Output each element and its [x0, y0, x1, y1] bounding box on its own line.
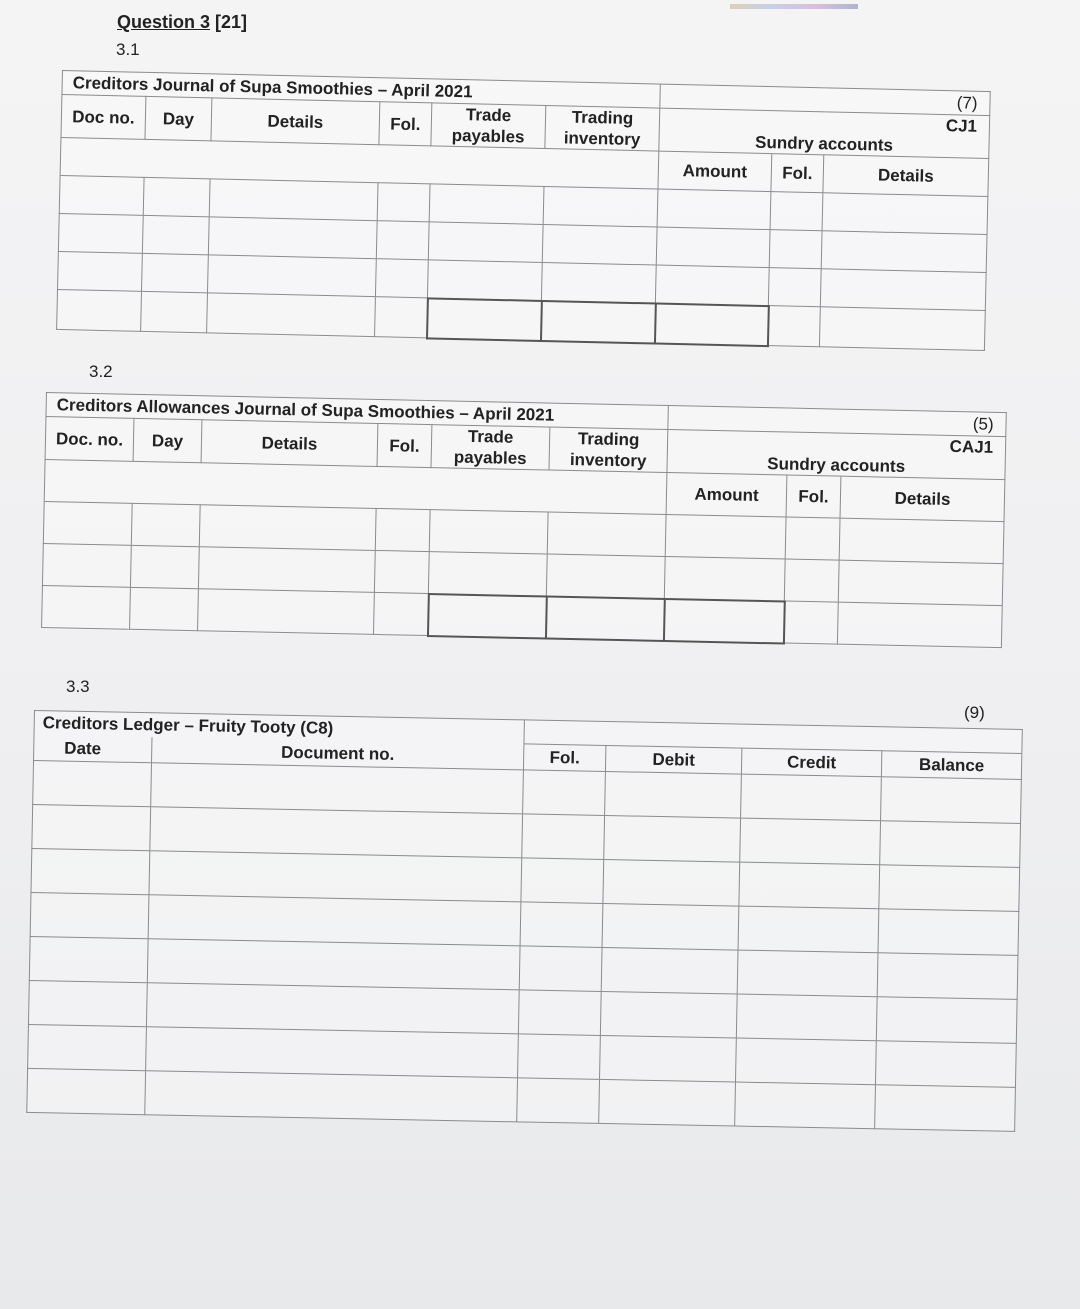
question-label: Question 3	[117, 12, 211, 32]
col-header-debit: Debit	[605, 745, 741, 774]
col-header-amount: Amount	[666, 473, 787, 518]
col-header-document-no: Document no.	[152, 737, 524, 770]
journal-title: Creditors Journal of Supa Smoothies – April 2021	[62, 71, 660, 109]
col-header-day: Day	[145, 96, 212, 140]
creditors-journal-table	[56, 70, 991, 352]
sundry-accounts-header: Sundry accounts	[659, 130, 989, 159]
col-header-sundry-details: Details	[840, 476, 1005, 521]
col-header-amount: Amount	[658, 151, 772, 192]
col-header-details: Details	[201, 420, 378, 467]
col-header-fol: Fol.	[379, 102, 432, 146]
col-header-day: Day	[133, 418, 202, 462]
col-header-doc-no: Doc. no.	[45, 417, 134, 462]
section-number-3-1: 3.1	[116, 40, 140, 59]
col-header-trading-inventory: Trading inventory	[549, 427, 668, 472]
section-number-3-3: 3.3	[66, 677, 90, 696]
question-heading	[117, 12, 247, 33]
ledger-title: Creditors Ledger – Fruity Tooty (C8)	[34, 711, 524, 744]
sundry-accounts-header: Sundry accounts	[667, 451, 1005, 480]
col-header-sundry-fol: Fol.	[786, 475, 841, 518]
col-header-trade-payables: Trade payables	[431, 103, 546, 149]
col-header-trade-payables: Trade payables	[431, 425, 550, 470]
color-strip	[730, 4, 858, 9]
col-header-fol: Fol.	[377, 423, 432, 467]
journal-ref: CJ1	[659, 108, 989, 137]
col-header-date: Date	[34, 735, 152, 763]
col-header-trading-inventory: Trading inventory	[545, 105, 660, 151]
creditors-allowances-journal-table	[41, 392, 1007, 649]
journal-marks: (7)	[660, 84, 990, 115]
col-header-details: Details	[211, 98, 380, 145]
col-header-fol: Fol.	[523, 744, 605, 772]
question-marks: [21]	[215, 12, 248, 32]
col-header-credit: Credit	[741, 748, 881, 777]
col-header-sundry-fol: Fol.	[771, 154, 824, 193]
section-number-3-2: 3.2	[89, 362, 113, 381]
col-header-sundry-details: Details	[823, 155, 989, 197]
ledger-marks: (9)	[964, 703, 985, 722]
journal-marks: (5)	[668, 406, 1006, 437]
journal-title: Creditors Allowances Journal of Supa Smoothies – April 2021	[46, 393, 668, 430]
creditors-ledger-table	[26, 710, 1023, 1132]
journal-ref: CAJ1	[667, 430, 1005, 459]
col-header-doc-no: Doc no.	[61, 95, 146, 140]
col-header-balance: Balance	[881, 751, 1021, 780]
